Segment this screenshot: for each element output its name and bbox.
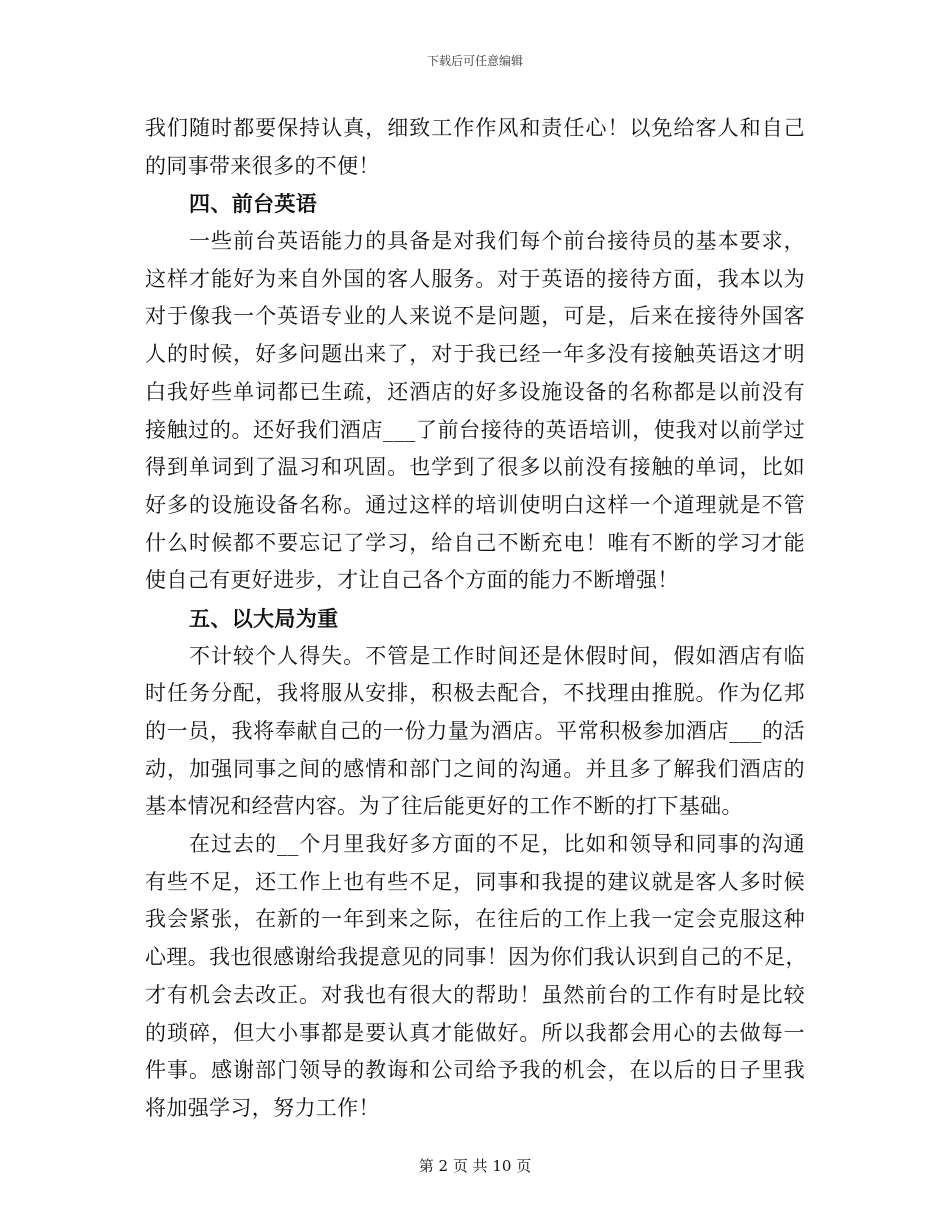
body-text-line: 时任务分配，我将服从安排，积极去配合，不找理由推脱。作为亿邦 bbox=[145, 681, 805, 706]
paragraph-last-line: 基本情况和经营内容。为了往后能更好的工作不断的打下基础。 bbox=[145, 794, 743, 819]
paragraph-first-line: 在过去的__个月里我好多方面的不足，比如和领导和同事的沟通 bbox=[189, 832, 805, 857]
document-body bbox=[145, 110, 805, 1128]
body-text-line: 人的时候，好多问题出来了，对于我已经一年多没有接触英语这才明 bbox=[145, 342, 805, 367]
body-text-line: 有些不足，还工作上也有些不足，同事和我提的建议就是客人多时候 bbox=[145, 869, 805, 894]
body-text-line: 对于像我一个英语专业的人来说不是问题，可是，后来在接待外国客 bbox=[145, 304, 805, 329]
body-text-line: 好多的设施设备名称。通过这样的培训使明白这样一个道理就是不管 bbox=[145, 492, 805, 517]
body-text-line: 件事。感谢部门领导的教诲和公司给予我的机会，在以后的日子里我 bbox=[145, 1058, 805, 1083]
body-text-line: 得到单词到了温习和巩固。也学到了很多以前没有接触的单词，比如 bbox=[145, 455, 805, 480]
body-text-line: 我们随时都要保持认真，细致工作作风和责任心！以免给客人和自己 bbox=[145, 116, 805, 140]
page-number-footer: 第 2 页 共 10 页 bbox=[418, 1157, 532, 1175]
body-text-line: 的琐碎，但大小事都是要认真才能做好。所以我都会用心的去做每一 bbox=[145, 1020, 805, 1045]
body-text-line: 的一员，我将奉献自己的一份力量为酒店。平常积极参加酒店___的活 bbox=[145, 719, 805, 743]
paragraph-first-line: 一些前台英语能力的具备是对我们每个前台接待员的基本要求， bbox=[189, 229, 805, 254]
section-heading: 四、前台英语 bbox=[189, 191, 318, 217]
body-text-line: 动，加强同事之间的感情和部门之间的沟通。并且多了解我们酒店的 bbox=[145, 756, 805, 781]
body-text-line: 我会紧张，在新的一年到来之际，在往后的工作上我一定会克服这种 bbox=[145, 907, 805, 932]
page-header-note: 下载后可任意编辑 bbox=[426, 54, 523, 68]
paragraph-last-line: 使自己有更好进步，才让自己各个方面的能力不断增强！ bbox=[145, 568, 679, 593]
body-text-line: 白我好些单词都已生疏，还酒店的好多设施设备的名称都是以前没有 bbox=[145, 379, 805, 404]
paragraph-last-line: 的同事带来很多的不便！ bbox=[145, 153, 380, 178]
body-text-line: 这样才能好为来自外国的客人服务。对于英语的接待方面，我本以为 bbox=[145, 266, 805, 291]
paragraph-first-line: 不计较个人得失。不管是工作时间还是休假时间，假如酒店有临 bbox=[189, 643, 805, 668]
body-text-line: 什么时候都不要忘记了学习，给自己不断充电！唯有不断的学习才能 bbox=[145, 530, 805, 555]
paragraph-last-line: 将加强学习，努力工作！ bbox=[145, 1095, 380, 1120]
body-text-line: 接触过的。还好我们酒店___了前台接待的英语培训，使我对以前学过 bbox=[145, 417, 805, 442]
body-text-line: 心理。我也很感谢给我提意见的同事！因为你们我认识到自己的不足， bbox=[145, 945, 807, 970]
body-text-line: 才有机会去改正。对我也有很大的帮助！虽然前台的工作有时是比较 bbox=[145, 982, 805, 1007]
section-heading: 五、以大局为重 bbox=[189, 605, 339, 631]
